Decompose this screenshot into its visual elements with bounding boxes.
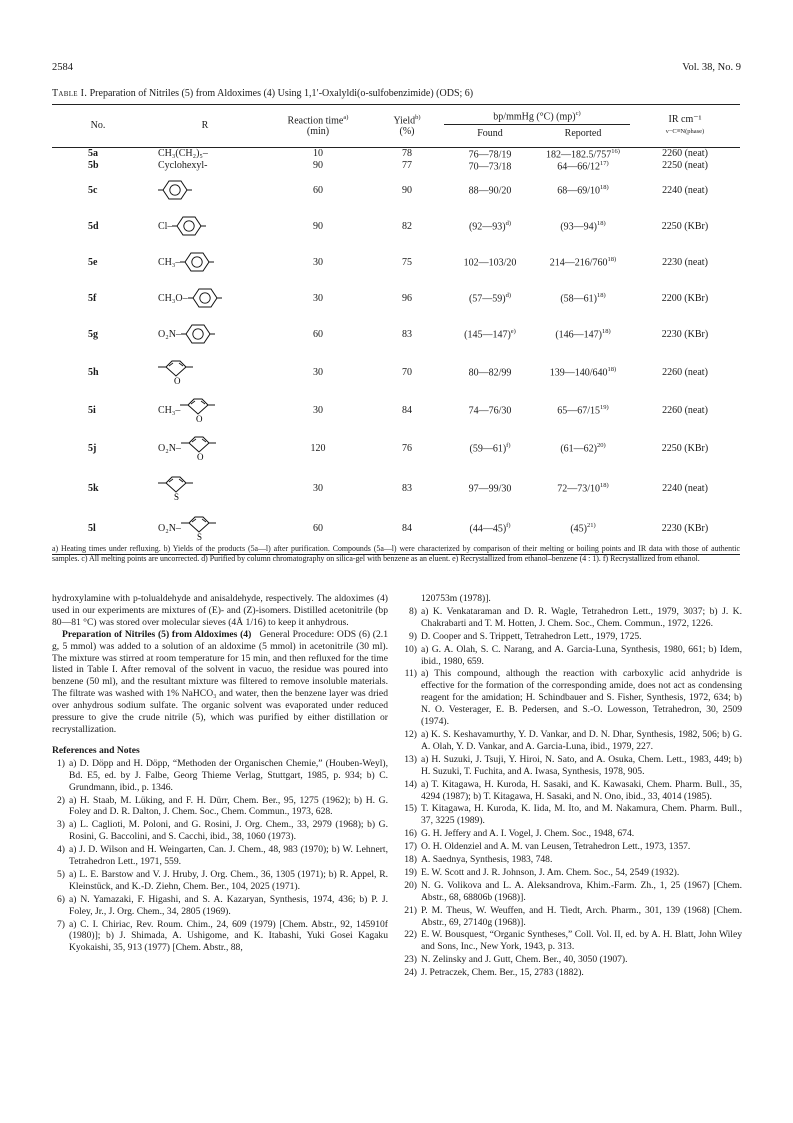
yield-value: 70 (402, 366, 412, 378)
reaction-time: 60 (313, 328, 323, 340)
references-heading: References and Notes (52, 744, 140, 756)
reference-item (404, 828, 742, 840)
svg-text:S: S (196, 532, 202, 542)
ir-value: 2250 (KBr) (661, 220, 709, 232)
reference-item (404, 905, 742, 929)
yield-value: 78 (402, 148, 412, 160)
benzene-ring-structure (158, 179, 192, 201)
yield-value: 90 (402, 184, 412, 196)
reference-text: E. W. Scott and J. R. Johnson, J. Am. Chem. Soc., 54, 2549 (1932). (421, 866, 680, 878)
reference-item (404, 729, 742, 753)
reaction-time: 30 (313, 366, 323, 378)
yield-value: 83 (402, 482, 412, 494)
bp-found: 80—82/99 (468, 367, 512, 379)
bp-found: 70—73/18 (468, 161, 512, 173)
ir-value: 2230 (KBr) (661, 522, 709, 534)
reference-number: 24) (404, 967, 417, 979)
table-row (52, 352, 740, 392)
bp-reported: (93—94)$^{18)}$ (560, 219, 606, 233)
r-group: CH₃– (144, 244, 266, 280)
compound-no: 5a (88, 148, 98, 160)
yield-value: 83 (402, 328, 412, 340)
reference-text: a) H. Suzuki, J. Tsuji, Y. Hiroi, N. Sato, and A. Osuka, Chem. Lett., 1983, 449; b) H. Suzuki, T. Fuchita, and A. Iwasa, Synthesis, 1978, 905. (421, 753, 742, 777)
compound-no: 5k (88, 482, 99, 494)
compound-no: 5b (88, 160, 99, 172)
reaction-time: 60 (313, 522, 323, 534)
bp-found: 97—99/30 (468, 483, 512, 495)
r-group: O₂N– S (144, 508, 266, 548)
ir-value: 2240 (neat) (662, 482, 708, 494)
reference-text: D. Cooper and S. Trippett, Tetrahedron Lett., 1979, 1725. (421, 630, 642, 642)
bp-reported: (58—61)$^{18)}$ (560, 291, 606, 305)
bp-found: (92—93)$^{d)}$ (468, 219, 512, 233)
r-group: O₂N– O (144, 428, 266, 468)
compound-no: 5e (88, 256, 98, 268)
svg-text:S: S (174, 492, 180, 502)
r-group: O₂N– (144, 316, 266, 352)
reference-text: P. M. Theus, W. Weuffen, and H. Tiedt, Arch. Pharm., 301, 139 (1968) [Chem. Abstr., 69, 27140g (1968)]. (421, 904, 742, 928)
reference-item (404, 754, 742, 778)
reference-text: a) G. A. Olah, S. C. Narang, and A. Garcia-Luna, Synthesis, 1980, 661; b) Idem, ibid., 1980, 659. (421, 643, 742, 667)
reference-text: a) T. Kitagawa, H. Kuroda, H. Sasaki, and K. Kawasaki, Chem. Pharm. Bull., 35, 4294 (1987); b) T. Kitagawa, H. Sasaki, and N. Ono, ibid., 33, 4014 (1985). (421, 778, 742, 802)
reference-item (404, 803, 742, 827)
reference-text: J. Petraczek, Chem. Ber., 15, 2783 (1882). (421, 967, 584, 979)
compound-no: 5h (88, 366, 99, 378)
table-caption-text: Preparation of Nitriles (5) from Aldoximes (4) Using 1,1′-Oxalyldi(o-sulfobenzimide) (ODS; 6) (89, 88, 474, 99)
body-column-right (404, 593, 742, 980)
bp-reported: 214—216/760$^{18)}$ (549, 255, 617, 269)
col-header-found: Found (477, 128, 503, 140)
bp-found: (59—61)$^{f)}$ (469, 441, 511, 455)
ir-value: 2250 (KBr) (661, 442, 709, 454)
reference-number: 21) (404, 904, 417, 916)
ir-value: 2200 (KBr) (661, 292, 709, 304)
table-row (52, 160, 740, 172)
r-group: Cyclohexyl- (158, 160, 208, 172)
table-row (52, 147, 740, 160)
reference-item (404, 880, 742, 904)
reference-text: N. G. Volikova and L. A. Aleksandrova, Khim.-Farm. Zh., 1, 25 (1967) [Chem. Abstr., 68, 68806b (1968)]. (421, 879, 742, 903)
five-ring-heterocycle-structure (180, 397, 216, 423)
reference-number: 1) (57, 757, 65, 769)
reference-number: 11) (404, 668, 417, 680)
reference-number: 19) (404, 866, 417, 878)
r-group: Cl– (144, 208, 266, 244)
compound-no: 5l (88, 522, 96, 534)
reference-text: a) C. I. Chiriac, Rev. Roum. Chim., 24, 609 (1979) [Chem. Abstr., 92, 145910f (1980)]; b) J. Shimada, A. Ushigome, and K. Itabashi, Yuki Gosei Kagaku Kyokaishi, 35, 913 (1977) [Chem. Abstr., 88, (69, 918, 388, 954)
table-row (52, 392, 740, 428)
col-header-r: R (201, 119, 209, 131)
yield-value: 84 (402, 404, 412, 416)
col-header-no: No. (90, 119, 106, 131)
bp-reported: $(45)^{21)}$ (570, 521, 596, 535)
reference-item (52, 795, 388, 819)
references-list-right (404, 606, 742, 979)
ir-value: 2260 (neat) (662, 366, 708, 378)
reference-item (404, 854, 742, 866)
bp-found: 88—90/20 (468, 185, 512, 197)
compound-no: 5d (88, 220, 99, 232)
bp-found: (145—147)$^{e)}$ (464, 327, 516, 341)
bp-reported: 72—73/10$^{18)}$ (557, 481, 609, 495)
bp-found: (44—45)$^{f)}$ (469, 521, 511, 535)
ir-value: 2230 (KBr) (661, 328, 709, 340)
reference-number: 9) (409, 630, 417, 642)
ir-value: 2260 (neat) (662, 148, 708, 160)
reference-text: a) J. D. Wilson and H. Weingarten, Can. J. Chem., 48, 983 (1970); b) W. Lehnert, Tetrahedron Lett., 1971, 559. (69, 844, 388, 868)
reference-item (52, 758, 388, 794)
table-row (52, 172, 740, 208)
bp-reported: 64—66/12$^{17)}$ (557, 159, 609, 173)
svg-text:O: O (196, 414, 203, 424)
yield-value: 84 (402, 522, 412, 534)
r-group: CH₃O– (144, 280, 266, 316)
reference-number: 4) (57, 844, 65, 856)
table-caption-label: Table I. (52, 88, 88, 99)
table-row (52, 244, 740, 280)
reference-number: 10) (404, 643, 417, 655)
five-ring-heterocycle-structure (158, 475, 194, 501)
page-number: 2584 (52, 62, 73, 73)
reference-text: A. Saednya, Synthesis, 1983, 748. (421, 854, 553, 866)
bp-reported: 68—69/10$^{18)}$ (557, 183, 609, 197)
bp-reported: 65—67/15$^{19)}$ (557, 403, 609, 417)
reference-item (404, 644, 742, 668)
reference-number: 5) (57, 868, 65, 880)
references-list-left (52, 758, 388, 955)
table-row (52, 208, 740, 244)
reference-text: T. Kitagawa, H. Kuroda, K. Iida, M. Ito, and M. Nakamura, Chem. Pharm. Bull., 37, 3225 (1989). (421, 803, 742, 827)
reference-number: 14) (404, 778, 417, 790)
reaction-time: 30 (313, 404, 323, 416)
reference-text: a) L. E. Barstow and V. J. Hruby, J. Org. Chem., 36, 1305 (1971); b) R. Appel, R. Kleinstück, and K.-D. Ziehn, Chem. Ber., 104, 2025 (1971). (69, 868, 388, 892)
reference-number: 12) (404, 728, 417, 740)
bp-found: (57—59)$^{d)}$ (468, 291, 512, 305)
reference-number: 8) (409, 605, 417, 617)
benzene-ring-structure (172, 215, 206, 237)
ref-7-continuation: 120753m (1978)]. (421, 593, 491, 604)
reaction-time: 90 (313, 160, 323, 172)
reaction-time: 10 (313, 148, 323, 160)
reference-text: O. H. Oldenziel and A. M. van Leusen, Tetrahedron Lett., 1973, 1357. (421, 841, 691, 853)
col-header-ir: IR cm⁻¹ ν−C≡N(phase) (665, 114, 705, 136)
benzene-ring-structure (180, 251, 214, 273)
five-ring-heterocycle-structure (181, 515, 217, 541)
svg-text:O: O (196, 452, 204, 462)
reference-text: a) N. Yamazaki, F. Higashi, and S. A. Kazaryan, Synthesis, 1974, 436; b) P. J. Foley, Jr., J. Org. Chem., 34, 2805 (1969). (69, 893, 388, 917)
reference-item (404, 668, 742, 728)
reference-number: 2) (57, 794, 65, 806)
table-row (52, 468, 740, 508)
table-row (52, 508, 740, 548)
reference-item (52, 919, 388, 955)
reference-number: 23) (404, 954, 417, 966)
body-column-left (52, 593, 388, 955)
bp-found: 74—76/30 (468, 405, 512, 417)
reference-text: N. Zelinsky and J. Gutt, Chem. Ber., 40, 3050 (1907). (421, 954, 628, 966)
reaction-time: 60 (313, 184, 323, 196)
five-ring-heterocycle-structure (158, 359, 194, 385)
reference-number: 20) (404, 879, 417, 891)
r-group: CH₃(CH₂)₅– (158, 148, 208, 160)
reference-item (404, 967, 742, 979)
table-caption (52, 88, 473, 99)
yield-value: 76 (402, 442, 412, 454)
reference-item (404, 606, 742, 630)
benzene-ring-structure (188, 287, 222, 309)
bp-reported: (146—147)$^{18)}$ (555, 327, 611, 341)
reference-item (404, 631, 742, 643)
reference-text: a) L. Caglioti, M. Poloni, and G. Rosini, J. Org. Chem., 33, 2979 (1968); b) G. Rosini, G. Baccolini, and S. Cacchi, ibid., 38, 1060 (1973). (69, 819, 388, 843)
yield-value: 96 (402, 292, 412, 304)
compound-no: 5c (88, 184, 98, 196)
svg-text:O: O (174, 376, 181, 386)
bp-found: 102—103/20 (463, 257, 517, 269)
reference-number: 7) (57, 918, 65, 930)
reference-number: 6) (57, 893, 65, 905)
reference-number: 3) (57, 819, 65, 831)
compound-no: 5j (88, 442, 97, 454)
reference-number: 13) (404, 753, 417, 765)
reference-text: E. W. Bousquest, “Organic Syntheses,” Coll. Vol. II, ed. by A. H. Blatt, John Wiley and Sons, Inc., New York, 1943, p. 313. (421, 929, 742, 953)
r-group: CH₃– O (144, 392, 266, 428)
reference-item (404, 779, 742, 803)
reference-item (404, 867, 742, 879)
col-header-reported: Reported (564, 128, 602, 140)
reference-text: G. H. Jeffery and A. I. Vogel, J. Chem. Soc., 1948, 674. (421, 828, 635, 840)
reference-text: a) K. Venkataraman and D. R. Wagle, Tetrahedron Lett., 1979, 3037; b) J. K. Chakrabarti and T. M. Hotten, J. Chem. Soc., Chem. Commun., 1972, 1226. (421, 605, 742, 629)
reaction-time: 30 (313, 292, 323, 304)
volume-label: Vol. 38, No. 9 (682, 62, 741, 73)
bp-found: 76—78/19 (468, 148, 512, 160)
reference-item (52, 844, 388, 868)
bp-reported: 139—140/640$^{18)}$ (549, 365, 617, 379)
col-header-time: Reaction time$^{a)}$ (min) (287, 113, 349, 137)
ir-value: 2230 (neat) (662, 256, 708, 268)
reaction-time: 30 (313, 256, 323, 268)
reference-text: a) D. Döpp and H. Döpp, “Methoden der Organischen Chemie,” (Houben-Weyl), Bd. E5, ed. by J. Falbe, Georg Thieme Verlag, Stuttgart, 1985, p. 934; b) C. Grundmann, ibid., p. 1346. (69, 757, 388, 793)
reference-number: 22) (404, 929, 417, 941)
reference-item (404, 954, 742, 966)
r-group (144, 172, 266, 208)
five-ring-heterocycle-structure (181, 435, 217, 461)
reference-number: 17) (404, 841, 417, 853)
yield-value: 82 (402, 220, 412, 232)
intro-paragraph: hydroxylamine with p-tolualdehyde and anisaldehyde, respectively. The aldoximes (4) used in our experiments are mixtures of (E)- and (Z)-isomers. Distilled acetonitrile (bp 80—81 °C) was stored over molecular sieves (4Å 1/16) to keep it anhydrous. (52, 593, 388, 628)
reference-item (52, 819, 388, 843)
reference-item (52, 869, 388, 893)
procedure-paragraph: Preparation of Nitriles (5) from Aldoximes (4) General Procedure: ODS (6) (2.1 g, 5 mmol) was added to a solution of an aldoxime (5 mmol) in acetonitrile (30 ml). The mixture was stirred at room temperature for 15 min, and then refluxed for the time listed in Table I. After removal of the solvent in vacuo, the residue was poured into benzene (50 ml), and the resultant mixture was filtered to remove insoluble materials. The filtrate was washed with 1% NaHCO₃ and water, then the benzene layer was dried over anhydrous sodium sulfate. The organic solvent was evaporated under reduced pressure to give the crude nitrile (5), which was purified by either distillation or recrystallization. (52, 628, 388, 735)
table-row (52, 428, 740, 468)
bp-reported: (61—62)$^{20)}$ (560, 441, 606, 455)
table-row (52, 316, 740, 352)
reference-text: a) K. S. Keshavamurthy, Y. D. Vankar, and D. N. Dhar, Synthesis, 1982, 506; b) G. A. Olah, Y. D. Vankar, and A. Garcia-Luna, ibid., 1979, 227. (421, 728, 742, 752)
r-group (144, 468, 266, 508)
reference-text: a) H. Staab, M. Lüking, and F. H. Dürr, Chem. Ber., 95, 1275 (1962); b) H. G. Foley and D. R. Dalton, J. Chem. Soc., Chem. Commun., 1973, 628. (69, 794, 388, 818)
yield-value: 75 (402, 256, 412, 268)
nitrile-table (52, 104, 740, 555)
reference-number: 15) (404, 803, 417, 815)
compound-no: 5f (88, 292, 97, 304)
reaction-time: 120 (310, 442, 326, 454)
bp-reported: 182—182.5/757$^{16)}$ (546, 147, 620, 160)
col-header-bp: bp/mmHg (°C) (mp)$^{c)}$ (444, 108, 630, 125)
reference-text: a) This compound, although the reaction with carboxylic acid anhydride is effective for the formation of the corresponding amide, does not act as condensing reagent for the amidation; H. Schindbauer and S. Fisher, Synthesis, 1972, 634; b) N. O. Vesterager, E. B. Pedersen, and S.-O. Lowesson, Tetrahedron, 30, 2509 (1974). (421, 668, 742, 728)
reference-item (404, 841, 742, 853)
reference-item (404, 929, 742, 953)
reference-item (52, 894, 388, 918)
ir-value: 2250 (neat) (662, 160, 708, 172)
col-header-yield: Yield$^{b)}$ (%) (393, 113, 421, 137)
table-row (52, 280, 740, 316)
benzene-ring-structure (181, 323, 215, 345)
reaction-time: 90 (313, 220, 323, 232)
ir-value: 2260 (neat) (662, 404, 708, 416)
reference-number: 18) (404, 854, 417, 866)
reaction-time: 30 (313, 482, 323, 494)
compound-no: 5g (88, 328, 98, 340)
r-group (144, 352, 266, 392)
compound-no: 5i (88, 404, 96, 416)
ir-value: 2240 (neat) (662, 184, 708, 196)
yield-value: 77 (402, 160, 412, 172)
reference-number: 16) (404, 828, 417, 840)
table-footnotes: a) Heating times under refluxing. b) Yields of the products (5a—l) after purification. Compounds (5a—l) were characterized by comparison of their melting or boiling points and IR data with those of authentic samples. c) All melting points are uncorrected. d) Purified by column chromatography on silica-gel with benzene as an eluent. e) Recrystallized from ethanol–benzene (4 : 1). f) Recrystallized from ethanol. (52, 544, 740, 564)
